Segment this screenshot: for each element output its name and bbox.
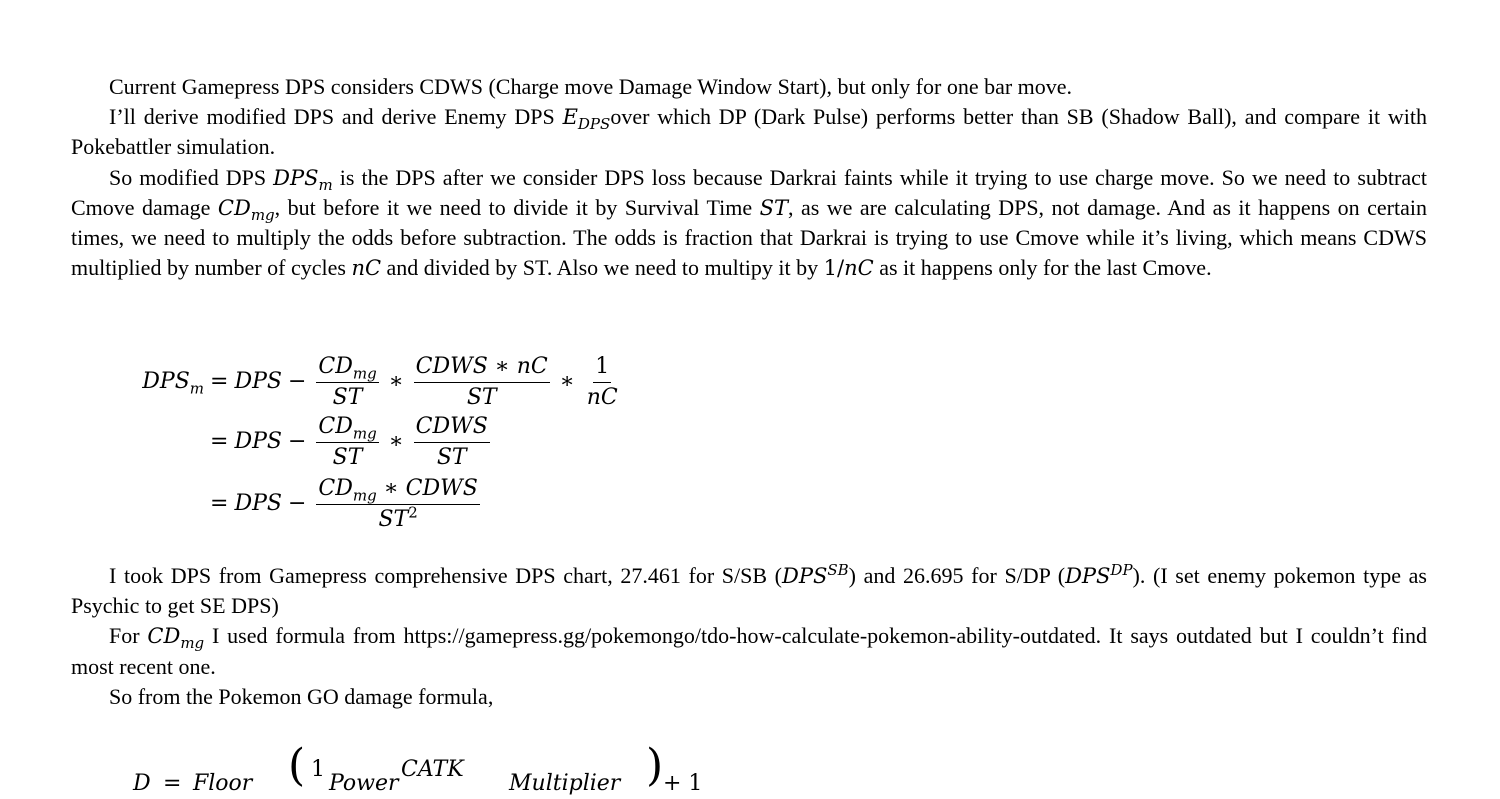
dps-dp-symbol bbox=[1065, 561, 1133, 588]
para3-text-f: as it happens only for the last Cmove. bbox=[873, 255, 1212, 281]
equals-sign: = bbox=[210, 490, 229, 516]
num-sym: CD bbox=[318, 413, 353, 439]
st-symbol: ST bbox=[759, 195, 789, 220]
enemy-dps-symbol bbox=[562, 105, 611, 134]
cd-mg-sym: CD bbox=[147, 624, 181, 649]
fraction-denominator bbox=[376, 505, 419, 533]
cd-mg-sub: mg bbox=[250, 206, 275, 224]
damage-formula-equation bbox=[71, 740, 871, 796]
para4-text-c: ). (I set enemy pokemon type as Psychic to get SE DPS) bbox=[71, 563, 1427, 619]
fraction-denominator: ST bbox=[436, 444, 467, 470]
dps-dp-sup: DP bbox=[1110, 561, 1133, 579]
para5-text-a: For bbox=[109, 623, 148, 649]
dps-m-sym: DPS bbox=[273, 165, 319, 190]
fraction-cdmg-st bbox=[316, 354, 378, 411]
para4-text-a: I took DPS from Gamepress comprehensive DPS chart, 27.461 for S/SB ( bbox=[109, 563, 782, 588]
equals-sign: = bbox=[210, 368, 229, 394]
times-sign: ∗ bbox=[559, 368, 575, 394]
cd-mg-sym: CD bbox=[217, 195, 251, 220]
para3-text-d: , as we are calculating DPS, not damage. And as it happens on certain times, we need to multiply the odds before subtraction. The odds is fraction that Darkrai is trying to use Cmove while it’s living, which means CDWS multiplied by number of cycles bbox=[71, 194, 1427, 281]
dps-dp-sym: DPS bbox=[1065, 564, 1111, 588]
fraction-numerator: CDWS ∗ nC bbox=[414, 354, 550, 383]
cd-mg-sub: mg bbox=[180, 634, 205, 653]
num-sym: CD bbox=[318, 475, 353, 501]
equation-row-1 bbox=[71, 352, 624, 412]
den-sym: ST bbox=[378, 506, 409, 532]
fraction-numerator bbox=[316, 414, 378, 443]
fraction-cdmg-st bbox=[316, 414, 378, 471]
intro-text: Current Gamepress DPS considers CDWS (Charge move Damage Window Start), but only for one bar move. bbox=[109, 74, 1073, 99]
dps-sb-symbol bbox=[782, 561, 849, 588]
fraction-cdws-st bbox=[414, 414, 490, 471]
dps-sb-sym: DPS bbox=[782, 564, 828, 588]
paragraph-enemy-dps bbox=[71, 102, 1427, 162]
dps-term: DPS bbox=[234, 368, 282, 394]
para3-text-a: So modified DPS bbox=[109, 164, 274, 190]
fraction-denominator: nC bbox=[586, 384, 618, 410]
fraction-denominator: ST bbox=[332, 384, 363, 410]
dps-term: DPS bbox=[234, 428, 282, 454]
catk-numerator: CATK bbox=[401, 757, 464, 782]
minus-sign: − bbox=[287, 428, 307, 454]
dps-m-symbol bbox=[273, 165, 333, 194]
para3-text-c: , but before it we need to divide it by Survival Time bbox=[274, 194, 760, 220]
para3-text-e: and divided by ST. Also we need to multipy it by bbox=[381, 255, 824, 281]
display-equation bbox=[71, 352, 771, 552]
para2-text-a: I’ll derive modified DPS and derive Enemy DPS bbox=[109, 104, 563, 130]
lower-text bbox=[71, 561, 1427, 712]
den-sup: 2 bbox=[408, 503, 418, 522]
lhs-sym: DPS bbox=[142, 368, 190, 394]
equation-lhs bbox=[71, 367, 204, 397]
equation-row-2 bbox=[71, 412, 494, 472]
one-over-nc: nC bbox=[844, 256, 874, 281]
para3-text-b: is the DPS after we consider DPS loss because Darkrai faints while it trying to use charge move. So we need to subtract Cmove damage bbox=[71, 164, 1427, 220]
equation-row-3 bbox=[71, 474, 484, 534]
para2-text-b: over which DP (Dark Pulse) performs better than SB (Shadow Ball), and compare it with Pokebattler simulation. bbox=[71, 104, 1427, 160]
cd-mg-symbol bbox=[147, 624, 205, 653]
fraction-cdmg-cdws-st2 bbox=[316, 476, 479, 533]
multiplier-term: Multiplier bbox=[509, 771, 621, 796]
equals-sign: = bbox=[210, 428, 229, 454]
dps-m-sub: m bbox=[318, 175, 333, 194]
one-over: 1/ bbox=[823, 256, 845, 281]
right-paren: ) bbox=[646, 740, 664, 791]
fraction-numerator: 1 bbox=[593, 354, 611, 383]
left-paren: ( bbox=[288, 740, 306, 791]
fraction-numerator bbox=[316, 476, 479, 505]
fraction-numerator: CDWS bbox=[414, 414, 490, 443]
equals-sign: = bbox=[163, 771, 182, 796]
minus-sign: − bbox=[287, 490, 307, 516]
one-over-nc-symbol bbox=[824, 256, 874, 280]
fraction-denominator: ST bbox=[466, 384, 497, 410]
paragraph-dps-source bbox=[71, 561, 1427, 621]
num-sub: mg bbox=[352, 485, 377, 504]
paragraph-intro bbox=[71, 72, 1427, 102]
num-rest: ∗ CDWS bbox=[376, 475, 478, 501]
document-page bbox=[71, 72, 1428, 796]
times-sign: ∗ bbox=[388, 368, 404, 394]
cd-mg-symbol bbox=[217, 195, 275, 224]
para6-text: So from the Pokemon GO damage formula, bbox=[109, 683, 494, 709]
para4-text-b: ) and 26.695 for S/DP ( bbox=[848, 563, 1066, 588]
half-numerator: 1 bbox=[311, 757, 325, 782]
num-sym: CD bbox=[318, 353, 353, 379]
times-sign: ∗ bbox=[388, 428, 404, 454]
paragraph-modified-dps bbox=[71, 163, 1427, 284]
enemy-dps-sym: E bbox=[562, 105, 578, 130]
enemy-dps-sub: DPS bbox=[577, 115, 611, 134]
minus-sign: − bbox=[287, 368, 307, 394]
fraction-denominator: ST bbox=[332, 444, 363, 470]
damage-lhs: D bbox=[133, 771, 151, 796]
dps-sb-sup: SB bbox=[827, 561, 849, 579]
paragraph-cdmg-formula bbox=[71, 621, 1427, 681]
nc-symbol: nC bbox=[351, 256, 382, 281]
num-sub: mg bbox=[352, 423, 377, 442]
num-sub: mg bbox=[352, 363, 377, 382]
fraction-one-nc bbox=[585, 354, 620, 411]
paragraph-damage-formula-intro bbox=[71, 682, 1427, 712]
fraction-cdws-nc-st bbox=[414, 354, 550, 411]
dps-term: DPS bbox=[234, 490, 282, 516]
floor-term: Floor bbox=[193, 771, 253, 796]
lhs-sub: m bbox=[189, 379, 204, 398]
para5-text-b: I used formula from https://gamepress.gg/pokemongo/tdo-how-calculate-pokemon-ability-outdated. It says outdated but I couldn’t find most recent one. bbox=[71, 623, 1428, 679]
plus-one: + 1 bbox=[663, 771, 703, 796]
power-term: Power bbox=[329, 771, 399, 796]
fraction-numerator bbox=[316, 354, 378, 383]
